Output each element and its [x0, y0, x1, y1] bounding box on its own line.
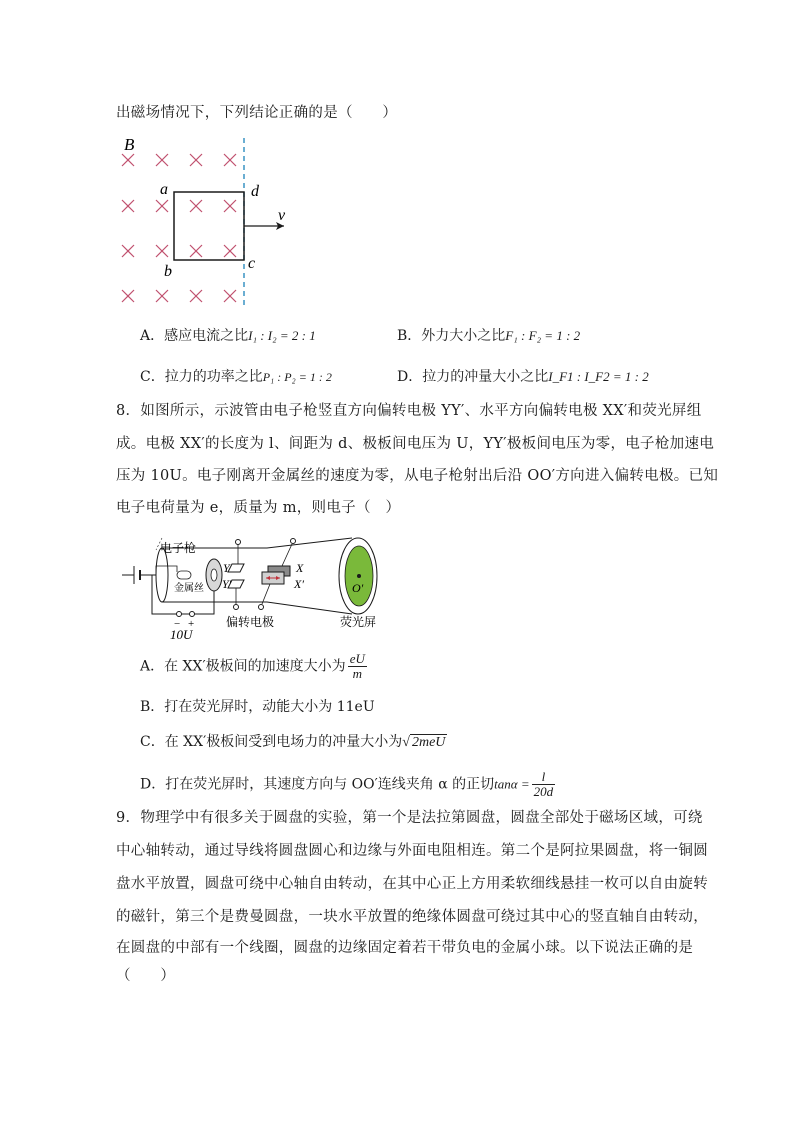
q8-option-c: C．在 XX′极板间受到电场力的冲量大小为√ 2meU [140, 734, 446, 750]
q9-stem-line-5: 在圆盘的中部有一个线圈，圆盘的边缘固定着若干带负电的金属小球。以下说法正确的是 [116, 940, 694, 956]
q7-magnetic-field-figure [110, 130, 310, 310]
q7-option-c: C．拉力的功率之比P₁ : P₂ = 1 : 2 [140, 369, 332, 385]
corner-a-label: a [160, 181, 168, 198]
q9-stem-line-1: 9．物理学中有很多关于圆盘的实验，第一个是法拉第圆盘，圆盘全部处于磁场区域，可绕 [116, 810, 703, 826]
q8-oscilloscope-figure [122, 526, 392, 646]
q9-stem-line-2: 中心轴转动，通过导线将圆盘圆心和边缘与外面电阻相连。第二个是阿拉果圆盘，将一铜圆 [116, 843, 708, 859]
q8-stem-line-4: 电子电荷量为 e，质量为 m，则电子（ ） [116, 500, 401, 516]
corner-b-label: b [164, 263, 172, 280]
q7-option-d: D．拉力的冲量大小之比I_F1 : I_F2 = 1 : 2 [397, 369, 649, 385]
q8-stem-line-1: 8．如图所示，示波管由电子枪竖直方向偏转电极 YY′、水平方向偏转电极 XX′和荧光屏组 [116, 403, 702, 419]
svg-text:+: + [188, 618, 195, 630]
q7-option-a: A．感应电流之比I₁ : I₂ = 2 : 1 [140, 328, 316, 344]
q8-option-d: D．打在荧光屏时，其速度方向与 OO′连线夹角 α 的正切tanα = $\frac{l}{20d}$ [140, 769, 554, 799]
corner-d-label: d [251, 183, 259, 200]
q9-stem-line-6: （ ） [116, 968, 176, 984]
field-crosses [122, 154, 236, 302]
svg-text:金属丝: 金属丝 [174, 583, 204, 594]
q9-stem-line-3: 盘水平放置，圆盘可绕中心轴自由转动，在其中心正上方用柔软细线悬挂一枚可以自由旋转 [116, 876, 708, 892]
velocity-label: v [278, 207, 286, 224]
svg-text:Y: Y [223, 561, 230, 575]
q8-option-b: B．打在荧光屏时，动能大小为 11eU [140, 699, 375, 715]
q8-stem-line-2: 成。电极 XX′的长度为 l、间距为 d、极板间电压为 U，YY′极板间电压为零，电子枪加速电 [116, 436, 715, 452]
q9-stem-line-4: 的磁针，第三个是费曼圆盘，一块水平放置的绝缘体圆盘可绕过其中心的竖直轴自由转动， [116, 909, 708, 925]
svg-text:偏转电极: 偏转电极 [226, 615, 275, 629]
svg-text:10U: 10U [170, 627, 193, 642]
svg-text:荧光屏: 荧光屏 [340, 615, 377, 629]
corner-c-label: c [248, 255, 256, 272]
svg-text:X′: X′ [294, 577, 304, 591]
q8-stem-line-3: 压为 10U。电子刚离开金属丝的速度为零，从电子枪射出后沿 OO′方向进入偏转电极。已知 [116, 468, 719, 484]
svg-text:电子枪: 电子枪 [160, 541, 197, 555]
q7-option-b: B．外力大小之比F₁ : F₂ = 1 : 2 [397, 328, 581, 344]
q7-stem-tail: 出磁场情况下，下列结论正确的是（ ） [116, 105, 398, 121]
svg-text:O′: O′ [352, 581, 364, 595]
svg-text:X: X [296, 561, 304, 575]
q8-option-a: A．在 XX′极板间的加速度大小为 $\frac{eU}{m}$ [140, 651, 365, 681]
svg-text:Y′: Y′ [222, 577, 232, 591]
svg-text:−: − [174, 618, 181, 630]
field-label: B [124, 135, 135, 154]
